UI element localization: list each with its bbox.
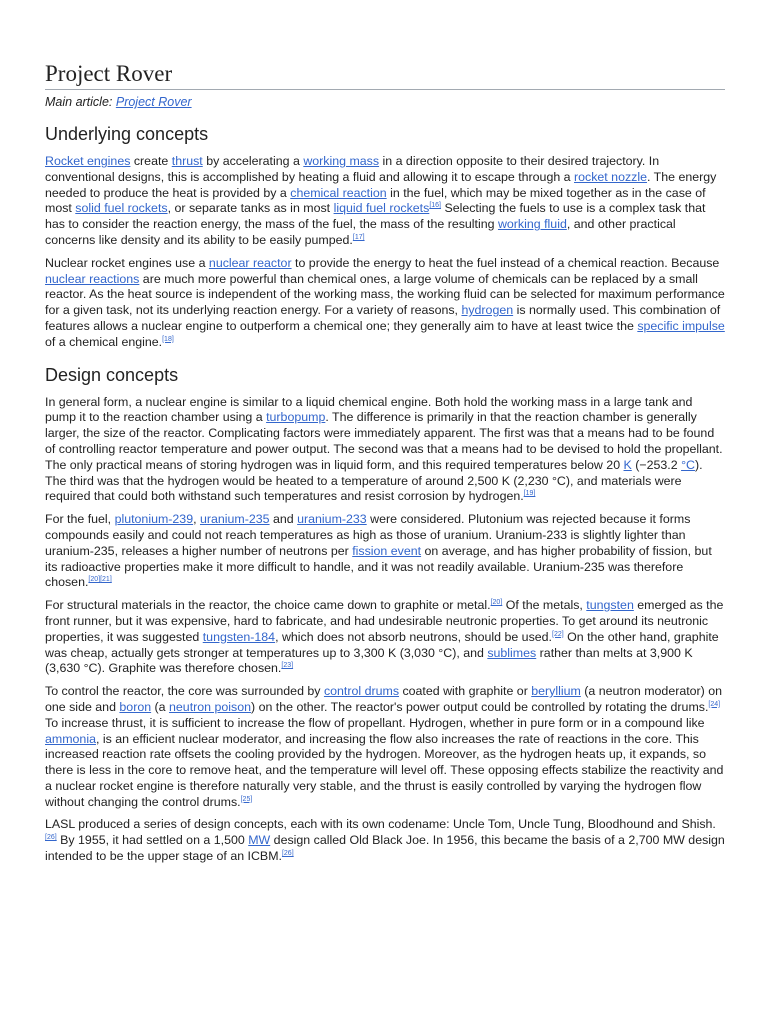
wiki-link[interactable]: hydrogen (461, 303, 514, 318)
text-run: (a (151, 699, 170, 714)
citation-link[interactable]: [25] (240, 795, 253, 803)
text-run: , is an efficient nuclear moderator, and increasing the flow also increases the rate of reactions in the core. This increased reaction rate offsets the cooling provided by the hydrogen. Moreover, as the hydrogen heats up, it expands, so there is less in the core to remove heat, and the temperature will level off. These opposing effects stabilize the reactivity and a nuclear rocket engine is therefore naturally very stable, and the thrust is easily controlled by varying the hydrogen flow without changing the control drums. (45, 731, 724, 809)
citation[interactable] (100, 576, 112, 583)
citation-link[interactable]: [16] (429, 202, 441, 210)
wiki-link[interactable]: boron (119, 699, 152, 714)
wiki-link[interactable]: MW (248, 833, 271, 848)
wiki-link[interactable]: specific impulse (637, 318, 725, 333)
text-run: . The difference is primarily in that the reaction chamber is generally larger, the size of the reactor. Complicating factors were immediately apparent. The first was that a means had to be found of controlling reactor temperature and power output. The second was that a means had to be devised to hold the propellant. The only practical means of storing hydrogen was in liquid form, and this required temperatures below 20 (45, 410, 723, 472)
wiki-link[interactable]: °C (681, 457, 695, 472)
paragraph (45, 684, 725, 810)
text-run: to provide the energy to heat the fuel instead of a chemical reaction. Because (291, 255, 720, 270)
text-run: To increase thrust, it is sufficient to increase the flow of propellant. Hydrogen, whether in pure form or in a compound like (45, 715, 705, 730)
text-run: and (269, 512, 298, 527)
wiki-link[interactable]: uranium-233 (297, 512, 367, 527)
text-run: design called Old Black Joe. In 1956, this became the basis of a 2,700 MW design intended to be the upper stage of an ICBM. (45, 833, 725, 864)
hatnote-prefix: Main article: (45, 95, 116, 109)
main-article-link[interactable]: Project Rover (115, 95, 192, 109)
text-run: by accelerating a (202, 154, 304, 168)
wiki-link[interactable]: chemical reaction (290, 185, 387, 200)
wiki-link[interactable]: turbopump (266, 410, 326, 425)
text-run: coated with graphite or (399, 684, 532, 699)
paragraph (45, 512, 725, 591)
text-run: emerged as the front runner, but it was expensive, hard to fabricate, and had undesirable neutronic properties. To get around its neutronic properties, it was suggested (45, 598, 724, 644)
citation-link[interactable]: [26] (281, 849, 294, 857)
wiki-link[interactable]: control drums (323, 684, 400, 699)
wiki-link[interactable]: thrust (171, 154, 203, 168)
text-run: For the fuel, (45, 512, 115, 527)
text-run: In general form, a nuclear engine is similar to a liquid chemical engine. Both hold the working mass in a large tank and pump it to the reaction chamber using a (45, 394, 693, 425)
wiki-link[interactable]: solid fuel rockets (75, 201, 168, 216)
article (45, 60, 725, 872)
wiki-link[interactable]: beryllium (531, 684, 581, 699)
text-run: in the fuel, which may be mixed together as in the case of most (45, 185, 706, 216)
text-run: LASL produced a series of design concepts, each with its own codename: Uncle Tom, Uncle Tung, Bloodhound and Shish. (45, 817, 716, 832)
page-title: Project Rover (45, 60, 725, 90)
section-heading: Design concepts (45, 364, 179, 385)
wiki-link[interactable]: tungsten-184 (202, 629, 276, 644)
citation-link[interactable]: [19] (523, 490, 536, 498)
citation-link[interactable]: [24] (708, 700, 721, 708)
citation-link[interactable]: [22] (552, 630, 564, 638)
text-run: (a neutron moderator) on one side and (45, 684, 723, 714)
text-run: were considered. Plutonium was rejected because it forms compounds easily and could not reach temperatures as high as those of uranium. Uranium-233 is slightly lighter than uranium-235, releases a higher number of neutrons per (45, 512, 691, 558)
text-run: Of the metals, (502, 598, 587, 613)
text-run: For structural materials in the reactor, the choice came down to graphite or metal. (45, 598, 491, 613)
citation-link[interactable]: [20] (88, 576, 101, 584)
wiki-link[interactable]: tungsten (586, 598, 634, 613)
section-heading: Underlying concepts (45, 124, 209, 144)
text-run: By 1955, it had settled on a 1,500 (56, 833, 249, 848)
wiki-link[interactable]: sublimes (487, 645, 537, 660)
paragraph (45, 256, 725, 351)
text-run: . The energy needed to produce the heat is provided by a (45, 169, 717, 200)
wiki-link[interactable]: liquid fuel rockets (333, 201, 430, 216)
text-run: (−253.2 (631, 457, 682, 472)
citation[interactable] (162, 336, 174, 343)
citation[interactable] (282, 850, 294, 857)
text-run: in a direction opposite to their desired trajectory. In conventional designs, this is accomplished by heating a fluid and allowing it to escape through a (45, 154, 660, 184)
citation[interactable] (491, 599, 503, 606)
citation-link[interactable]: [23] (281, 662, 294, 670)
text-run: rather than melts at 3,900 K (3,630 °C). Graphite was therefore chosen. (45, 645, 693, 676)
citation[interactable] (281, 662, 293, 669)
wiki-link[interactable]: rocket nozzle (574, 169, 648, 184)
wiki-link[interactable]: neutron poison (169, 699, 251, 714)
wiki-link[interactable]: ammonia (45, 731, 96, 746)
text-run: , which does not absorb neutrons, should be used. (275, 629, 552, 644)
wiki-link[interactable]: uranium-235 (199, 512, 270, 527)
citation-link[interactable]: [17] (352, 233, 365, 241)
hatnote (45, 94, 725, 110)
wiki-link[interactable]: working mass (303, 154, 380, 168)
text-run: ). The third was that the hydrogen would be heated to a temperature of around 2,500 K (2,230 °C), and materials were required that could both withstand such temperatures and resist corrosion by hydrogen. (45, 457, 703, 504)
text-run: , and other practical concerns like density and its ability to be easily pumped. (45, 217, 676, 247)
text-run: , or separate tanks as in most (167, 201, 334, 216)
citation[interactable] (353, 234, 365, 241)
wiki-link[interactable]: plutonium-239 (114, 512, 194, 527)
citation[interactable] (708, 701, 720, 708)
citation[interactable] (45, 834, 57, 841)
wiki-link[interactable]: nuclear reactor (208, 255, 292, 270)
text-run: Selecting the fuels to use is a complex task that has to consider the reaction energy, the mass of the fuel, the mass of the resulting (45, 201, 706, 232)
text-run: of a chemical engine. (45, 334, 163, 349)
paragraph (45, 817, 725, 864)
citation[interactable] (552, 631, 564, 638)
paragraph (45, 395, 725, 506)
wiki-link[interactable]: Rocket engines (45, 154, 131, 168)
citation[interactable] (88, 576, 100, 583)
text-run: Nuclear rocket engines use a (45, 255, 209, 270)
wiki-link[interactable]: working fluid (497, 217, 567, 232)
wiki-link[interactable]: K (623, 457, 632, 472)
wiki-link[interactable]: nuclear reactions (45, 271, 140, 286)
wiki-link[interactable]: fission event (352, 543, 422, 558)
text-run: on average, and has higher probability of fission, but its radioactive properties make it more difficult to handle, and it was not readily available. Uranium-235 was therefore chosen. (45, 543, 712, 590)
paragraph (45, 598, 725, 677)
text-run: ) on the other. The reactor's power output could be controlled by rotating the drums. (251, 699, 709, 714)
citation-link[interactable]: [18] (162, 335, 174, 343)
text-run: To control the reactor, the core was surrounded by (45, 684, 324, 699)
citation[interactable] (241, 796, 253, 803)
citation-link[interactable]: [21] (100, 576, 112, 584)
citation-link[interactable]: [26] (45, 834, 57, 842)
citation[interactable] (524, 490, 536, 497)
citation-link[interactable]: [20] (490, 599, 503, 606)
text-run: , (193, 512, 200, 527)
text-run: are much more powerful than chemical ones, a large volume of chemicals can be replaced by a small reactor. As the heat source is independent of the working mass, the working fluid can be selected for maximum performance for a given task, not its underlying reaction energy. For a variety of reasons, (45, 271, 725, 318)
text-run: create (130, 154, 172, 168)
paragraph (45, 154, 725, 249)
text-run: On the other hand, graphite was cheap, actually gets stronger at temperatures up to 3,300 K (3,030 °C), and (45, 629, 719, 660)
article-body (45, 122, 725, 865)
citation[interactable] (429, 202, 441, 209)
text-run: is normally used. This combination of features allows a nuclear engine to outperform a chemical one; they generally aim to have at least twice the (45, 303, 721, 333)
